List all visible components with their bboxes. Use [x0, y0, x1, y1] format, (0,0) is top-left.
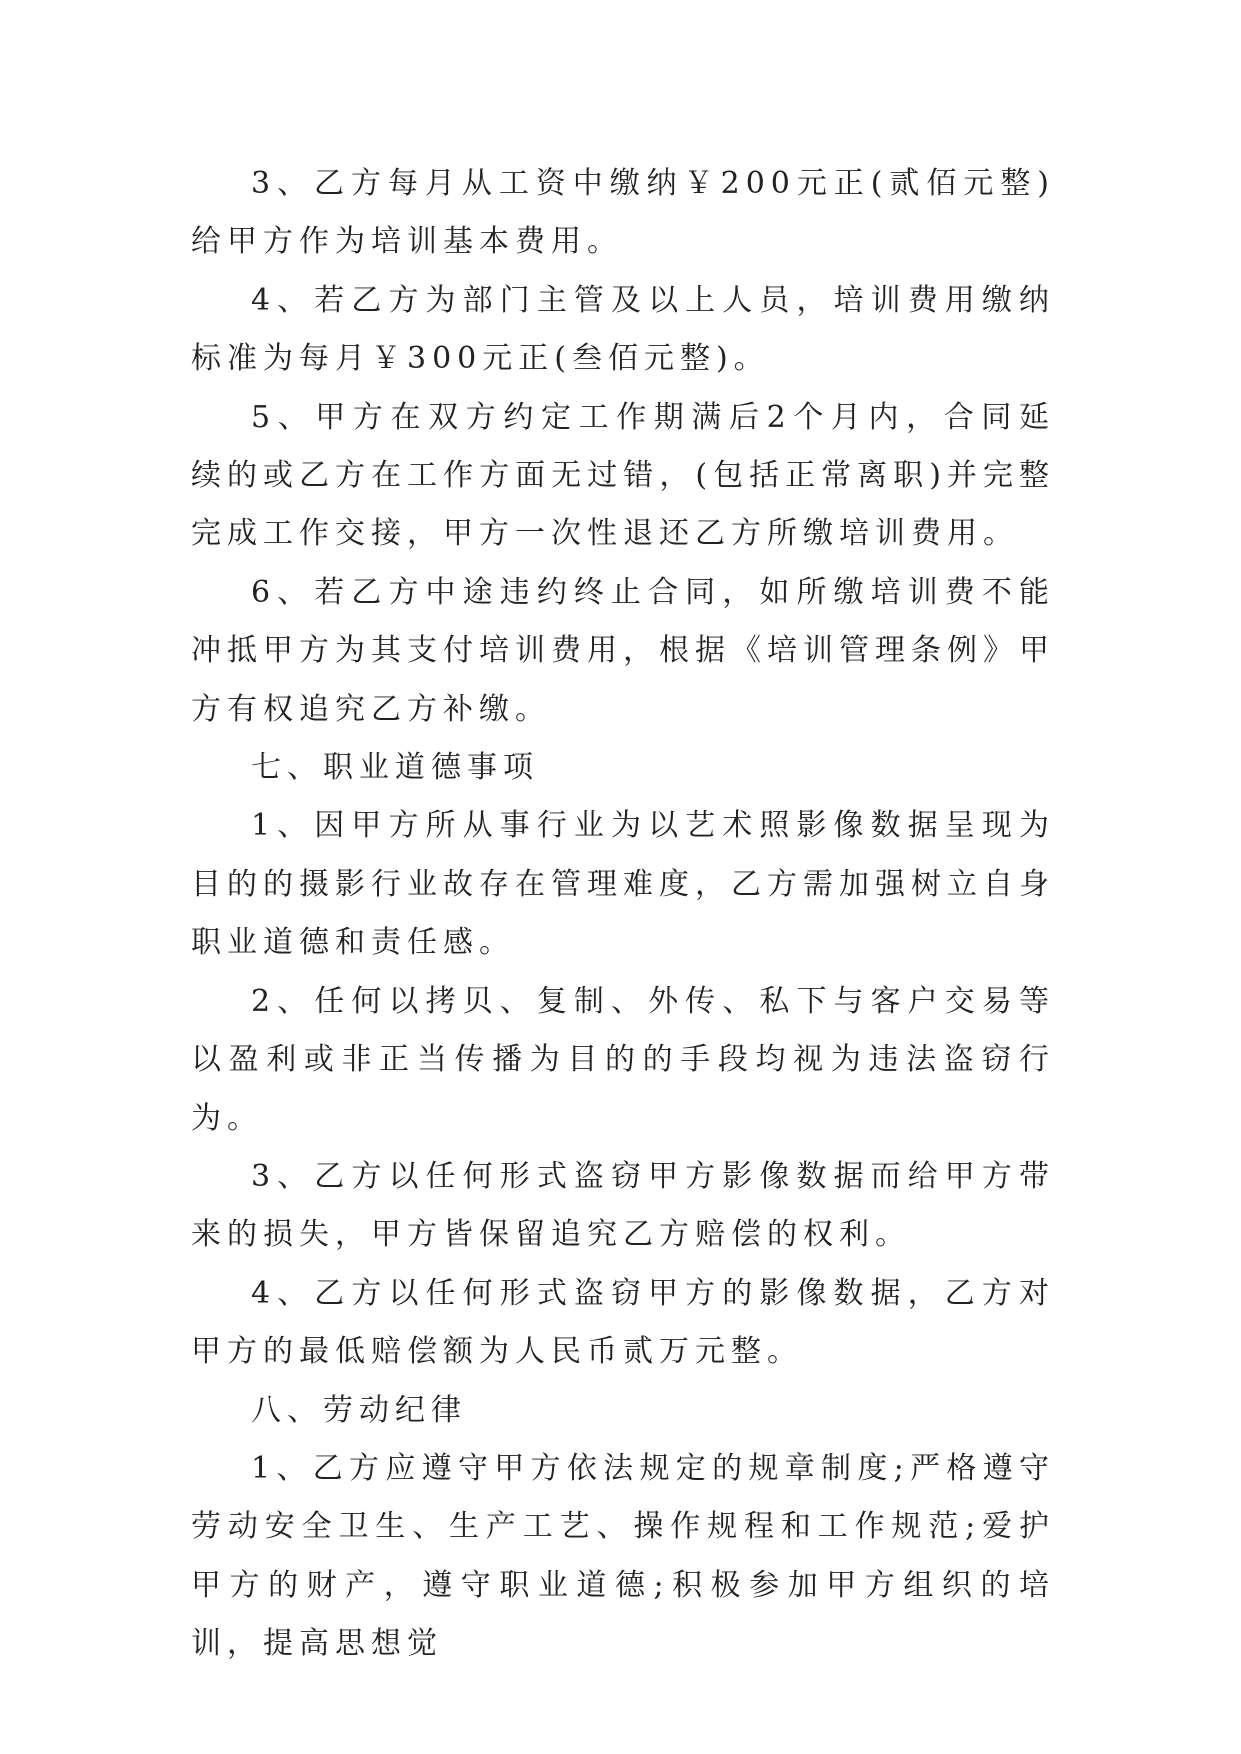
clause-6-6: 6、若乙方中途违约终止合同，如所缴培训费不能冲抵甲方为其支付培训费用，根据《培训管理条例》甲方有权追究乙方补缴。	[191, 574, 1055, 727]
clause-6-3: 3、乙方每月从工资中缴纳￥200元正(贰佰元整)给甲方作为培训基本费用。	[191, 166, 1055, 260]
document-body	[191, 155, 1055, 1674]
section-heading-8: 八、劳动纪律	[251, 1392, 467, 1428]
clause-7-4: 4、乙方以任何形式盗窃甲方的影像数据，乙方对甲方的最低赔偿额为人民币贰万元整。	[191, 1275, 1055, 1370]
clause-6-4: 4、若乙方为部门主管及以上人员，培训费用缴纳标准为每月￥300元正(叁佰元整)。	[191, 282, 1055, 377]
section-heading-7: 七、职业道德事项	[251, 750, 539, 786]
clause-6-5: 5、甲方在双方约定工作期满后2个月内，合同延续的或乙方在工作方面无过错，(包括正常离职)并完整完成工作交接，甲方一次性退还乙方所缴培训费用。	[191, 399, 1055, 552]
clause-7-1: 1、因甲方所从事行业为以艺术照影像数据呈现为目的的摄影行业故存在管理难度，乙方需加强树立自身职业道德和责任感。	[191, 808, 1055, 961]
clause-7-3: 3、乙方以任何形式盗窃甲方影像数据而给甲方带来的损失，甲方皆保留追究乙方赔偿的权利。	[191, 1158, 1055, 1253]
clause-7-2: 2、任何以拷贝、复制、外传、私下与客户交易等以盈利或非正当传播为目的的手段均视为违法盗窃行为。	[191, 983, 1055, 1136]
clause-8-1: 1、乙方应遵守甲方依法规定的规章制度;严格遵守劳动安全卫生、生产工艺、操作规程和工作规范;爱护甲方的财产，遵守职业道德;积极参加甲方组织的培训，提高思想觉	[191, 1450, 1055, 1662]
